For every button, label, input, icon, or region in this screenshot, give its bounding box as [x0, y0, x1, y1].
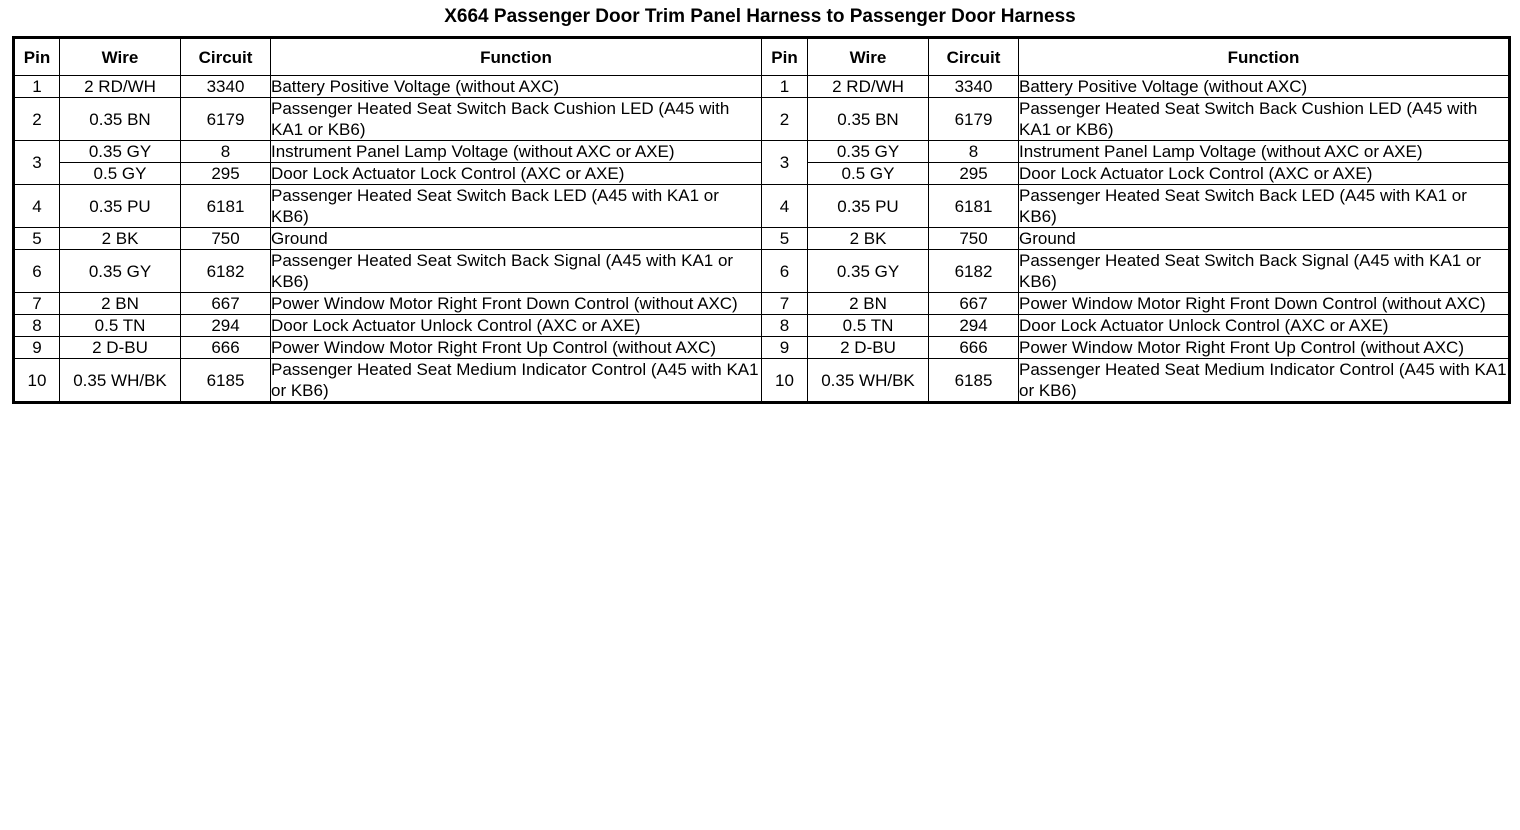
cell-wire: 0.35 BN: [60, 98, 181, 141]
column-header-wire-right: Wire: [808, 38, 929, 76]
table-row: [14, 76, 1510, 98]
cell-pin: 10: [14, 359, 60, 403]
table-body: [14, 76, 1510, 403]
table-row: [14, 250, 1510, 293]
cell-function: Passenger Heated Seat Switch Back Cushion LED (A45 with KA1 or KB6): [271, 98, 762, 141]
cell-function: Power Window Motor Right Front Down Control (without AXC): [271, 293, 762, 315]
cell-circuit-right: 295: [929, 163, 1019, 185]
column-header-pin-left: Pin: [14, 38, 60, 76]
cell-function: Battery Positive Voltage (without AXC): [271, 76, 762, 98]
cell-circuit: 6179: [181, 98, 271, 141]
cell-circuit: 295: [181, 163, 271, 185]
cell-function-right: Ground: [1019, 228, 1510, 250]
cell-pin: 9: [14, 337, 60, 359]
cell-wire: 0.5 GY: [60, 163, 181, 185]
cell-function: Passenger Heated Seat Switch Back LED (A45 with KA1 or KB6): [271, 185, 762, 228]
cell-wire: 2 BN: [60, 293, 181, 315]
cell-pin: 1: [14, 76, 60, 98]
cell-circuit: 667: [181, 293, 271, 315]
cell-wire-right: 0.35 WH/BK: [808, 359, 929, 403]
table-row: [14, 293, 1510, 315]
cell-function: Door Lock Actuator Unlock Control (AXC or AXE): [271, 315, 762, 337]
cell-wire: 0.35 GY: [60, 250, 181, 293]
cell-function-right: Passenger Heated Seat Switch Back LED (A45 with KA1 or KB6): [1019, 185, 1510, 228]
table-header: [14, 38, 1510, 76]
column-header-function-right: Function: [1019, 38, 1510, 76]
column-header-circuit-left: Circuit: [181, 38, 271, 76]
cell-pin: 8: [14, 315, 60, 337]
cell-function: Passenger Heated Seat Medium Indicator Control (A45 with KA1 or KB6): [271, 359, 762, 403]
cell-wire-right: 0.35 GY: [808, 250, 929, 293]
cell-circuit-right: 6182: [929, 250, 1019, 293]
cell-pin-right: 9: [762, 337, 808, 359]
pinout-table: [12, 36, 1511, 404]
cell-pin-right: 2: [762, 98, 808, 141]
column-header-pin-right: Pin: [762, 38, 808, 76]
cell-wire-right: 2 BN: [808, 293, 929, 315]
cell-circuit: 6181: [181, 185, 271, 228]
cell-pin-right: 1: [762, 76, 808, 98]
cell-circuit: 6182: [181, 250, 271, 293]
cell-function: Ground: [271, 228, 762, 250]
cell-function-right: Battery Positive Voltage (without AXC): [1019, 76, 1510, 98]
cell-pin: 2: [14, 98, 60, 141]
cell-wire: 0.5 TN: [60, 315, 181, 337]
cell-wire-right: 0.35 GY: [808, 141, 929, 163]
table-row: [14, 315, 1510, 337]
column-header-function-left: Function: [271, 38, 762, 76]
cell-circuit: 8: [181, 141, 271, 163]
cell-function-right: Instrument Panel Lamp Voltage (without AXC or AXE): [1019, 141, 1510, 163]
table-row: [14, 141, 1510, 163]
cell-circuit: 294: [181, 315, 271, 337]
cell-function-right: Door Lock Actuator Unlock Control (AXC or AXE): [1019, 315, 1510, 337]
cell-function: Power Window Motor Right Front Up Control (without AXC): [271, 337, 762, 359]
cell-wire: 2 D-BU: [60, 337, 181, 359]
cell-function-right: Passenger Heated Seat Medium Indicator Control (A45 with KA1 or KB6): [1019, 359, 1510, 403]
cell-function: Door Lock Actuator Lock Control (AXC or AXE): [271, 163, 762, 185]
cell-wire-right: 0.35 BN: [808, 98, 929, 141]
table-header-row: [14, 38, 1510, 76]
cell-pin: 4: [14, 185, 60, 228]
cell-function-right: Power Window Motor Right Front Up Control (without AXC): [1019, 337, 1510, 359]
table-row: [14, 359, 1510, 403]
cell-pin: 7: [14, 293, 60, 315]
table-row: [14, 98, 1510, 141]
page-title: X664 Passenger Door Trim Panel Harness to Passenger Door Harness: [444, 6, 1076, 27]
cell-circuit: 666: [181, 337, 271, 359]
cell-wire-right: 0.5 GY: [808, 163, 929, 185]
cell-circuit-right: 294: [929, 315, 1019, 337]
cell-circuit-right: 6181: [929, 185, 1019, 228]
cell-circuit-right: 6179: [929, 98, 1019, 141]
table-row: [14, 228, 1510, 250]
cell-function-right: Door Lock Actuator Lock Control (AXC or AXE): [1019, 163, 1510, 185]
cell-circuit-right: 666: [929, 337, 1019, 359]
cell-pin-right: 8: [762, 315, 808, 337]
cell-wire-right: 2 D-BU: [808, 337, 929, 359]
cell-wire: 0.35 PU: [60, 185, 181, 228]
cell-pin-right: 4: [762, 185, 808, 228]
cell-wire-right: 2 BK: [808, 228, 929, 250]
cell-function-right: Passenger Heated Seat Switch Back Signal (A45 with KA1 or KB6): [1019, 250, 1510, 293]
column-header-wire-left: Wire: [60, 38, 181, 76]
cell-function: Instrument Panel Lamp Voltage (without AXC or AXE): [271, 141, 762, 163]
cell-wire-right: 0.5 TN: [808, 315, 929, 337]
cell-function: Passenger Heated Seat Switch Back Signal (A45 with KA1 or KB6): [271, 250, 762, 293]
cell-pin-right: 6: [762, 250, 808, 293]
cell-circuit-right: 667: [929, 293, 1019, 315]
cell-wire: 0.35 GY: [60, 141, 181, 163]
cell-pin: 6: [14, 250, 60, 293]
cell-wire: 2 RD/WH: [60, 76, 181, 98]
table-row: [14, 185, 1510, 228]
cell-wire-right: 0.35 PU: [808, 185, 929, 228]
cell-pin-right: 10: [762, 359, 808, 403]
cell-circuit: 6185: [181, 359, 271, 403]
cell-wire-right: 2 RD/WH: [808, 76, 929, 98]
cell-pin-right: 3: [762, 141, 808, 185]
cell-wire: 0.35 WH/BK: [60, 359, 181, 403]
cell-circuit-right: 750: [929, 228, 1019, 250]
table-row: [14, 337, 1510, 359]
cell-circuit-right: 3340: [929, 76, 1019, 98]
cell-pin-right: 7: [762, 293, 808, 315]
cell-function-right: Passenger Heated Seat Switch Back Cushion LED (A45 with KA1 or KB6): [1019, 98, 1510, 141]
cell-circuit-right: 6185: [929, 359, 1019, 403]
cell-circuit-right: 8: [929, 141, 1019, 163]
cell-function-right: Power Window Motor Right Front Down Control (without AXC): [1019, 293, 1510, 315]
cell-pin: 3: [14, 141, 60, 185]
cell-circuit: 3340: [181, 76, 271, 98]
cell-pin: 5: [14, 228, 60, 250]
cell-circuit: 750: [181, 228, 271, 250]
cell-pin-right: 5: [762, 228, 808, 250]
cell-wire: 2 BK: [60, 228, 181, 250]
column-header-circuit-right: Circuit: [929, 38, 1019, 76]
